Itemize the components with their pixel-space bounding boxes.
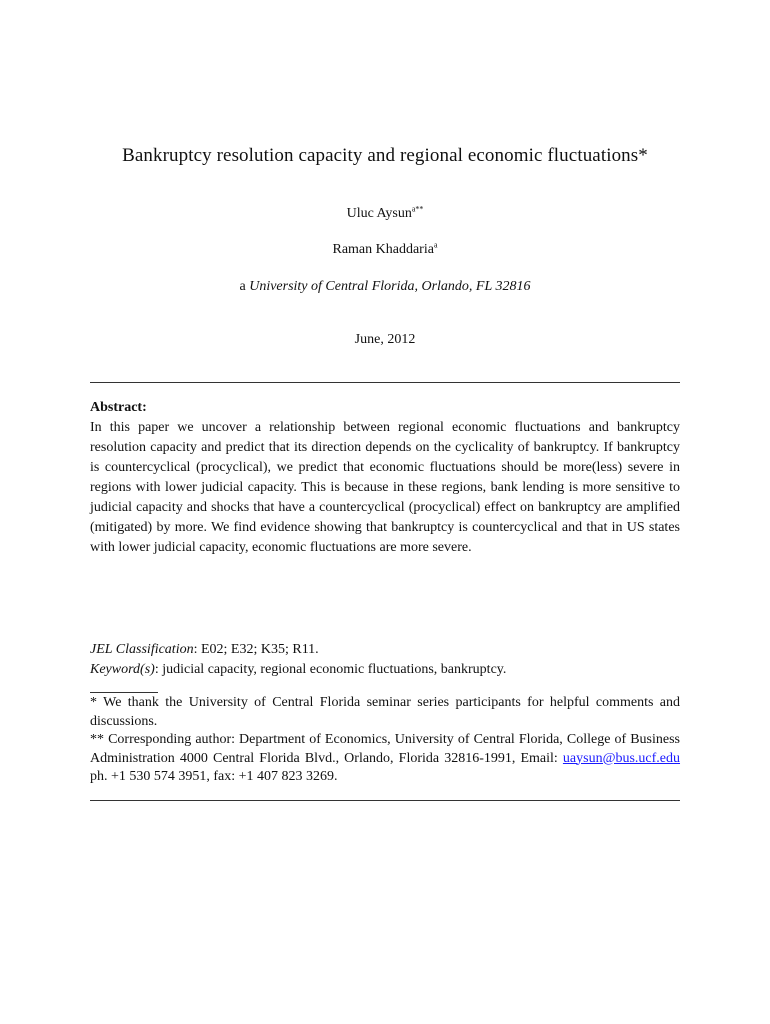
email-link[interactable]: uaysun@bus.ucf.edu (562, 750, 681, 766)
affiliation-text: University of Central Florida, Orlando, FL 32816 (249, 279, 531, 294)
classification-block (90, 640, 680, 680)
author-1-sup: a** (411, 204, 424, 214)
keywords-label: Keyword(s) (90, 662, 155, 677)
footnote-corresponding (90, 731, 680, 787)
abstract-heading: Abstract: (90, 400, 147, 415)
abstract (90, 398, 680, 558)
jel-line (90, 640, 680, 660)
footnote-acknowledgement: * We thank the University of Central Florida seminar series participants for helpful comments and discussions. (90, 695, 680, 729)
abstract-text: In this paper we uncover a relationship between regional economic fluctuations and bankruptcy resolution capacity and predict that its direction depends on the cyclicality of bankruptcy. If bankruptcy is countercyclical (procyclical), we predict that economic fluctuations should be more(less) severe in regions with lower judicial capacity. This is because in these regions, bank lending is more sensitive to judicial capacity and shocks that have a countercyclical (procyclical) effect on bankruptcy are amplified (mitigated) by more. We find evidence showing that bankruptcy is countercyclical and that in US states with lower judicial capacity, economic fluctuations are more severe. (90, 420, 680, 555)
jel-label: JEL Classification (90, 642, 194, 657)
keywords-line (90, 660, 680, 680)
footnotes (90, 694, 680, 787)
bottom-divider (90, 800, 680, 801)
author-1-name: Uluc Aysun (346, 206, 412, 221)
jel-value: : E02; E32; K35; R11. (193, 642, 319, 657)
paper-date: June, 2012 (354, 332, 416, 347)
contact-text: ph. +1 530 574 3951, fax: +1 407 823 3269. (90, 769, 338, 784)
author-2-sup: a (433, 240, 438, 250)
author-2 (0, 242, 770, 258)
paper-title: Bankruptcy resolution capacity and regional economic fluctuations* (122, 145, 648, 166)
keywords-value: : judicial capacity, regional economic fluctuations, bankruptcy. (154, 662, 507, 677)
footnote-divider (90, 692, 158, 693)
affiliation-prefix: a (239, 279, 246, 294)
author-2-name: Raman Khaddaria (332, 242, 434, 257)
author-1 (0, 206, 770, 222)
top-divider (90, 382, 680, 383)
footnote-corresponding-text: ** Corresponding author: Department of Economics, University of Central Florida, College of Business Administration 4000 Central Florida Blvd., Orlando, Florida 32816-1991, Email: (90, 732, 680, 766)
affiliation (0, 279, 770, 295)
